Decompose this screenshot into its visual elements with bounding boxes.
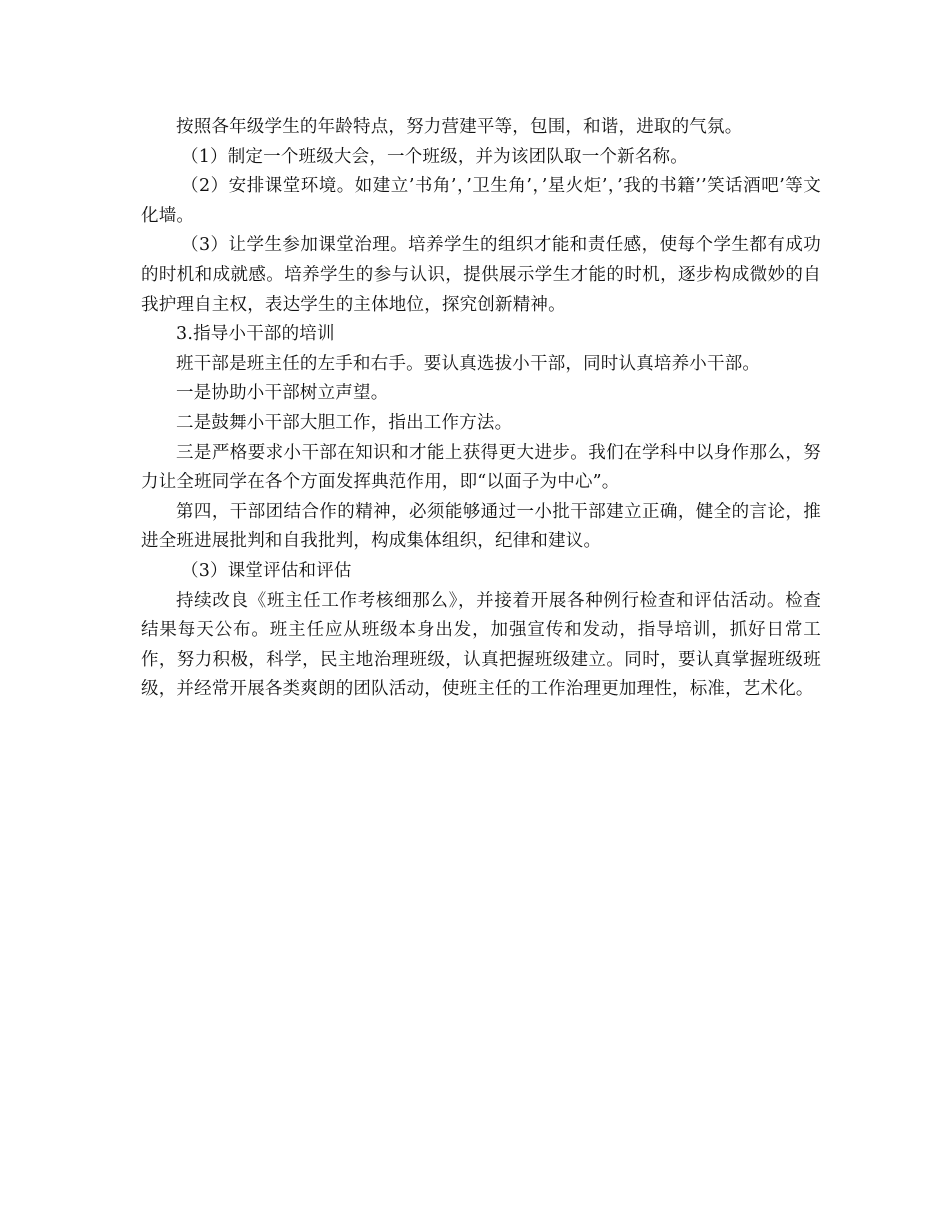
paragraph-first-point: 一是协助小干部树立声望。 [176,383,389,404]
paragraph-evaluation-details: 持续改良《班主任工作考核细那么》，并接着开展各种例行检查和评估活动。检查结果每天公布。班主任应从班级本身出发，加强宣传和发动，指导培训，抓好日常工作，努力积极，科学，民主地治理班级，认真把握班级建立。同时，要认真掌握班级班级，并经常开展各类爽朗的团队活动，使班主任的工作治理更加理性，标准，艺术化。 [141,590,821,700]
paragraph-class-meeting: （1）制定一个班级大会，一个班级，并为该团队取一个新名称。 [181,146,688,167]
paragraph-fourth-point: 第四，干部团结合作的精神，必须能够通过一小批干部建立正确，健全的言论，推进全班进展批判和自我批判，构成集体组织，纪律和建议。 [141,501,821,552]
paragraph-student-participation: （3）让学生参加课堂治理。培养学生的组织才能和责任感，使每个学生都有成功的时机和成就感。培养学生的参与认识，提供展示学生才能的时机，逐步构成微妙的自我护理自主权，表达学生的主体地位，探究创新精神。 [141,235,821,315]
document-body [141,113,821,705]
paragraph-second-point: 二是鼓舞小干部大胆工作，指出工作方法。 [176,412,513,433]
paragraph-classroom-environment: （2）安排课堂环境。如建立’书角’，’卫生角’，’星火炬’，’我的书籍’’笑话酒吧’等文化墙。 [141,176,821,226]
paragraph-third-point: 三是严格要求小干部在知识和才能上获得更大进步。我们在学科中以身作那么，努力让全班同学在各个方面发挥典范作用，即“以面子为中心”。 [141,442,821,493]
paragraph-cadre-selection: 班干部是班主任的左手和右手。要认真选拔小干部，同时认真培养小干部。 [176,353,761,374]
paragraph-atmosphere: 按照各年级学生的年龄特点，努力营建平等，包围，和谐，进取的气氛。 [176,117,743,137]
section-heading-classroom-evaluation: （3）课堂评估和评估 [181,560,352,581]
section-heading-cadre-training: 3.指导小干部的培训 [176,324,335,345]
